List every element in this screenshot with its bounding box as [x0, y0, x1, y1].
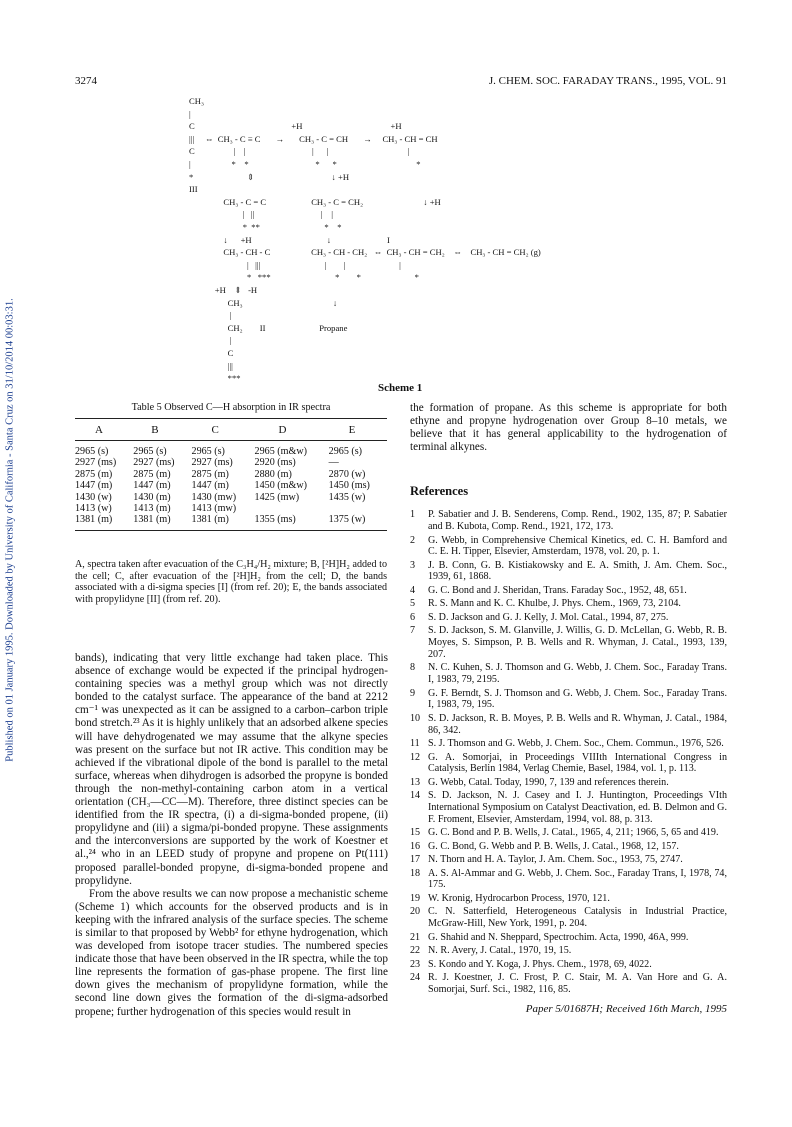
scheme-line: * ** * *	[189, 222, 342, 232]
reference-item	[410, 932, 727, 944]
reference-item	[410, 713, 727, 736]
reference-number: 3	[410, 559, 416, 571]
table-row	[75, 457, 387, 468]
reference-text: G. Shahid and N. Sheppard, Spectrochim. Acta, 1990, 46A, 999.	[428, 931, 689, 943]
reference-list	[410, 509, 727, 995]
table-cell: 1447 (m)	[191, 480, 229, 492]
table-bottom-rule	[75, 530, 387, 531]
table-cell: 1355 (ms)	[254, 514, 296, 526]
reference-number: 14	[410, 790, 421, 802]
reference-number: 9	[410, 687, 416, 699]
table-cell: 2965 (s)	[75, 446, 109, 457]
reference-number: 2	[410, 534, 416, 546]
scheme-line: ||| ⇔ CH₃ - C ≡ C → CH₃ - C = CH → CH₃ - CH = CH	[189, 133, 438, 144]
reference-item	[410, 535, 727, 558]
reference-text: A. S. Al-Ammar and G. Webb, J. Chem. Soc., Faraday Trans, I, 1978, 74, 175.	[428, 867, 727, 891]
table-row	[75, 441, 387, 458]
table-header-c: C	[211, 424, 219, 436]
scheme-line: |||	[189, 360, 233, 371]
scheme-line: C +H +H	[189, 121, 402, 132]
reference-number: 4	[410, 584, 416, 596]
reference-item	[410, 509, 727, 532]
reference-number: 11	[410, 738, 420, 749]
table-cell: 2880 (m)	[254, 468, 292, 480]
scheme-line: | || | |	[189, 209, 333, 220]
table-cell: 1430 (m)	[133, 491, 171, 503]
reference-number: 23	[410, 958, 421, 970]
table-cell: 2965 (m&w)	[254, 446, 307, 457]
reference-text: S. D. Jackson, S. M. Glanville, J. Willis, G. D. McLellan, G. Webb, R. B. Moyes, S. Simpson, P. B. Wells and R. Whyman, J. Catal., 1993, 139, 207.	[428, 625, 727, 660]
table-cell: 1450 (m&w)	[254, 480, 307, 492]
table-cell: 1381 (m)	[133, 514, 171, 526]
table-cell: 2875 (m)	[191, 468, 229, 480]
table-row	[75, 492, 387, 503]
reference-text: P. Sabatier and J. B. Senderens, Comp. Rend., 1902, 135, 87; P. Sabatier and B. Kubota, Comp. Rend., 1921, 172, 173.	[428, 509, 727, 533]
reference-text: N. R. Avery, J. Catal., 1970, 19, 15.	[428, 945, 572, 957]
table-cell: 1430 (w)	[75, 491, 112, 503]
reference-text: G. F. Berndt, S. J. Thomson and G. Webb, J. Chem. Soc., Faraday Trans. I, 1983, 79, 195.	[428, 687, 727, 711]
reference-number: 10	[410, 712, 421, 724]
table-header-row	[75, 419, 387, 441]
scheme-line: * *** * * *	[189, 272, 419, 283]
journal-header: J. CHEM. SOC. FARADAY TRANS., 1995, VOL. 91	[488, 75, 727, 87]
download-watermark-text: Published on 01 January 1995. Downloaded by University of California - Santa Cruz on 31/10/2014 00:03:31.	[4, 298, 16, 762]
reference-number: 20	[410, 906, 421, 918]
reference-item	[410, 585, 727, 597]
table-cell: 2870 (w)	[328, 468, 366, 480]
table-cell: 1413 (w)	[75, 503, 112, 515]
reference-item	[410, 625, 727, 660]
paper-received-line: Paper 5/01687H; Received 16th March, 1995	[525, 1003, 727, 1016]
scheme-caption: Scheme 1	[378, 382, 423, 394]
reference-text: W. Kronig, Hydrocarbon Process, 1970, 121.	[428, 892, 610, 904]
reference-item	[410, 790, 727, 825]
page-number: 3274	[75, 75, 97, 87]
table-cell: 1435 (w)	[328, 491, 366, 503]
reference-item	[410, 777, 727, 789]
table-cell: 1447 (m)	[133, 480, 171, 492]
table-cell: 1381 (m)	[75, 514, 113, 526]
table-footnote: A, spectra taken after evacuation of the C₃H₄/H₂ mixture; B, [²H]H₂ added to the cell; C, after evacuation of the [²H]H₂ from the cell; D, the bands associated with a di-sigma species [I] (from ref. 20); E, the bands associated with propylidyne [II] (from ref. 20).	[75, 559, 387, 605]
table-header-e: E	[348, 424, 356, 436]
table-cell: 2927 (ms)	[191, 457, 233, 469]
scheme-line: ↓ +H ↓ I	[189, 234, 390, 245]
reference-item	[410, 841, 727, 853]
table-cell: 1413 (mw)	[191, 503, 237, 515]
right-column	[410, 402, 727, 1015]
body-paragraph: From the above results we can now propose a mechanistic scheme (Scheme 1) which accounts for the observed products and is in keeping with the infrared analysis of the surface species. The scheme is similar to that proposed by Webb² for ethyne hydrogenation, which was developed from isotope tracer studies. The numbered species indicate those that have been observed in the IR spectra, while the top line represents the formation of gas-phase propene. The first line down gives the mechanism of propylidyne formation, while the second line down gives the formation of the di-sigma-adsorbed propene; further hydrogenation of this species would result in	[75, 887, 388, 1018]
reference-text: C. N. Satterfield, Heterogeneous Catalysis in Industrial Practice, McGraw-Hill, New York, 1991, p. 204.	[428, 906, 727, 930]
table-header-d: D	[278, 424, 287, 436]
scheme-line: | * * * * *	[189, 159, 421, 169]
reference-item	[410, 598, 727, 610]
table-cell: 1430 (mw)	[191, 491, 237, 503]
table-cell: 1375 (w)	[328, 514, 366, 526]
reference-number: 21	[410, 931, 421, 943]
table-cell	[255, 503, 329, 514]
table-cell: 2927 (ms)	[133, 457, 175, 469]
scheme-line: III	[189, 184, 198, 195]
reference-item	[410, 906, 727, 929]
scheme-line: * ⇕ ↓ +H	[189, 171, 350, 182]
table-cell: 1425 (mw)	[254, 491, 300, 503]
table-cell: 1413 (m)	[133, 503, 171, 515]
reference-item	[410, 959, 727, 971]
left-column-text	[75, 652, 388, 1019]
reference-text: G. Webb, in Comprehensive Chemical Kinetics, ed. C. H. Bamford and C. E. H. Tipper, Elsevier, Amsterdam, 1978, vol. 20, p. 1.	[428, 534, 727, 558]
reference-text: S. D. Jackson, R. B. Moyes, P. B. Wells and R. Whyman, J. Catal., 1984, 86, 342.	[428, 712, 727, 736]
reference-number: 16	[410, 840, 421, 852]
scheme-1-diagram	[155, 96, 655, 396]
reference-text: N. Thorn and H. A. Taylor, J. Am. Chem. Soc., 1953, 75, 2747.	[428, 854, 683, 866]
reference-item	[410, 688, 727, 711]
table-cell: 2875 (m)	[133, 468, 171, 480]
table-row	[75, 503, 387, 514]
reference-text: J. B. Conn, G. B. Kistiakowsky and E. A. Smith, J. Am. Chem. Soc., 1939, 61, 1868.	[428, 559, 727, 583]
reference-number: 22	[410, 945, 421, 957]
scheme-line: CH₃ - C = C CH₃ - C = CH₂ ↓ +H	[189, 196, 441, 207]
table-cell: 2965 (s)	[133, 446, 167, 457]
scheme-line: CH₃ ↓	[189, 297, 338, 308]
scheme-line: C | | | | |	[189, 146, 410, 157]
table-cell: 1447 (m)	[75, 480, 113, 492]
table-cell: 2875 (m)	[75, 468, 113, 480]
table-cell: 2927 (ms)	[75, 457, 117, 469]
ir-absorption-table	[75, 418, 387, 531]
table-cell: 1381 (m)	[191, 514, 229, 526]
scheme-line: |	[189, 108, 191, 119]
reference-text: G. C. Bond and J. Sheridan, Trans. Faraday Soc., 1952, 48, 651.	[428, 584, 687, 596]
scheme-line: | ||| | | |	[189, 259, 401, 270]
table-caption: Table 5 Observed C—H absorption in IR spectra	[131, 402, 331, 413]
reference-number: 18	[410, 867, 421, 879]
scheme-line: |	[189, 310, 232, 321]
table-header-a: A	[95, 424, 103, 436]
reference-text: R. J. Koestner, J. C. Frost, P. C. Stair, M. A. Van Hore and G. A. Somorjai, Surf. Sci., 1982, 116, 85.	[428, 972, 727, 995]
reference-number: 7	[410, 625, 416, 637]
reference-item	[410, 560, 727, 583]
reference-item	[410, 738, 727, 750]
reference-number: 17	[410, 854, 421, 866]
scheme-line: |	[189, 335, 232, 346]
table-row	[75, 469, 387, 480]
reference-item	[410, 893, 727, 905]
reference-number: 6	[410, 611, 416, 623]
reference-number: 8	[410, 662, 416, 674]
scheme-line: CH₂ II Propane	[189, 322, 348, 333]
table-cell: 1450 (ms)	[328, 480, 370, 492]
reference-text: G. C. Bond, G. Webb and P. B. Wells, J. Catal., 1968, 12, 157.	[428, 840, 679, 852]
reference-text: N. C. Kuhen, S. J. Thomson and G. Webb, J. Chem. Soc., Faraday Trans. I, 1983, 79, 2195.	[428, 662, 727, 686]
table-cell	[329, 503, 387, 514]
reference-item	[410, 854, 727, 866]
references-heading: References	[410, 484, 469, 499]
reference-text: S. D. Jackson, N. J. Casey and I. J. Huntington, Proceedings VIth International Symposium on Catalyst Deactivation, ed. B. Delmon and G. F. Froment, Elsevier, Amsterdam, 1994, vol. 88, p. 313.	[428, 790, 727, 825]
table-cell: 2965 (s)	[328, 446, 363, 457]
reference-text: S. Kondo and Y. Koga, J. Phys. Chem., 1978, 69, 4022.	[428, 958, 652, 970]
scheme-line: CH₃	[189, 96, 204, 106]
conclusion-paragraph: the formation of propane. As this scheme is appropriate for both ethyne and propyne hydrogenation over Group 8–10 metals, we believe that it has general applicability to the hydrogenation of terminal alkynes.	[410, 402, 727, 454]
reference-item	[410, 827, 727, 839]
reference-item	[410, 662, 727, 685]
scheme-line: ***	[189, 373, 241, 384]
reference-number: 1	[410, 509, 416, 521]
reference-text: G. Webb, Catal. Today, 1990, 7, 139 and references therein.	[428, 776, 669, 788]
reference-item	[410, 752, 727, 775]
reference-number: 15	[410, 827, 421, 839]
reference-text: R. S. Mann and K. C. Khulbe, J. Phys. Chem., 1969, 73, 2104.	[428, 598, 681, 610]
reference-text: G. A. Somorjai, in Proceedings VIIIth International Congress in Catalysis, Berlin 1984, Verlag Chemie, Basel, 1984, vol. 1, p. 113.	[428, 751, 727, 775]
reference-text: S. J. Thomson and G. Webb, J. Chem. Soc., Chem. Commun., 1976, 526.	[428, 738, 724, 749]
reference-text: S. D. Jackson and G. J. Kelly, J. Mol. Catal., 1994, 87, 275.	[428, 611, 669, 623]
table-cell: 2965 (s)	[191, 446, 225, 457]
scheme-line: CH₃ - CH - C CH₃ - CH - CH₂ ⇔ CH₃ - CH = CH₂ ⇔ CH₃ - CH = CH₂ (g)	[189, 247, 541, 258]
reference-item	[410, 612, 727, 624]
scheme-line: C	[189, 348, 234, 358]
reference-number: 24	[410, 972, 421, 984]
download-watermark	[0, 120, 20, 940]
scheme-line: +H ⇕ -H	[189, 285, 258, 295]
reference-item	[410, 972, 727, 995]
table-row	[75, 480, 387, 491]
reference-item	[410, 945, 727, 957]
body-paragraph: bands), indicating that very little exchange had taken place. This absence of exchange would be expected if the principal hydrogen-containing species was a methyl group which was not directly bonded to the catalyst surface. The appearance of the band at 2212 cm⁻¹ was unexpected as it can be assigned to a carbon–carbon triple bond stretch.²³ As it is highly unlikely that an adsorbed alkene species will have dehydrogenated we may assume that the alkyne species was present on the surface but not IR active. This condition may be achieved if the vibrational dipole of the bond is parallel to the metal surface, whereas when dihydrogen is adsorbed the propyne is bonded through the non-methyl-containing carbon atom in a vertical orientation (CH₃—CC—M). Therefore, three distinct species can be identified from the IR spectra, (i) a di-sigma-bonded propene, (ii) propylidyne and (iii) a sigma/pi-bonded propyne. These assignments and the interconversions are supported by the work of Koestner et al.,²⁴ who in an LEED study of propyne and propene on Pt(111) proposed parallel-bonded propyne, di-sigma-bonded propene and propylidyne.	[75, 652, 388, 887]
table-body	[75, 441, 387, 526]
table-row	[75, 514, 387, 525]
table-cell: 2920 (ms)	[254, 457, 296, 469]
reference-number: 13	[410, 776, 421, 788]
reference-number: 5	[410, 598, 416, 610]
reference-item	[410, 868, 727, 891]
table-cell: —	[328, 457, 339, 469]
reference-number: 12	[410, 751, 421, 763]
reference-text: G. C. Bond and P. B. Wells, J. Catal., 1965, 4, 211; 1966, 5, 65 and 419.	[428, 827, 719, 839]
reference-number: 19	[410, 892, 421, 904]
table-header-b: B	[151, 424, 159, 436]
